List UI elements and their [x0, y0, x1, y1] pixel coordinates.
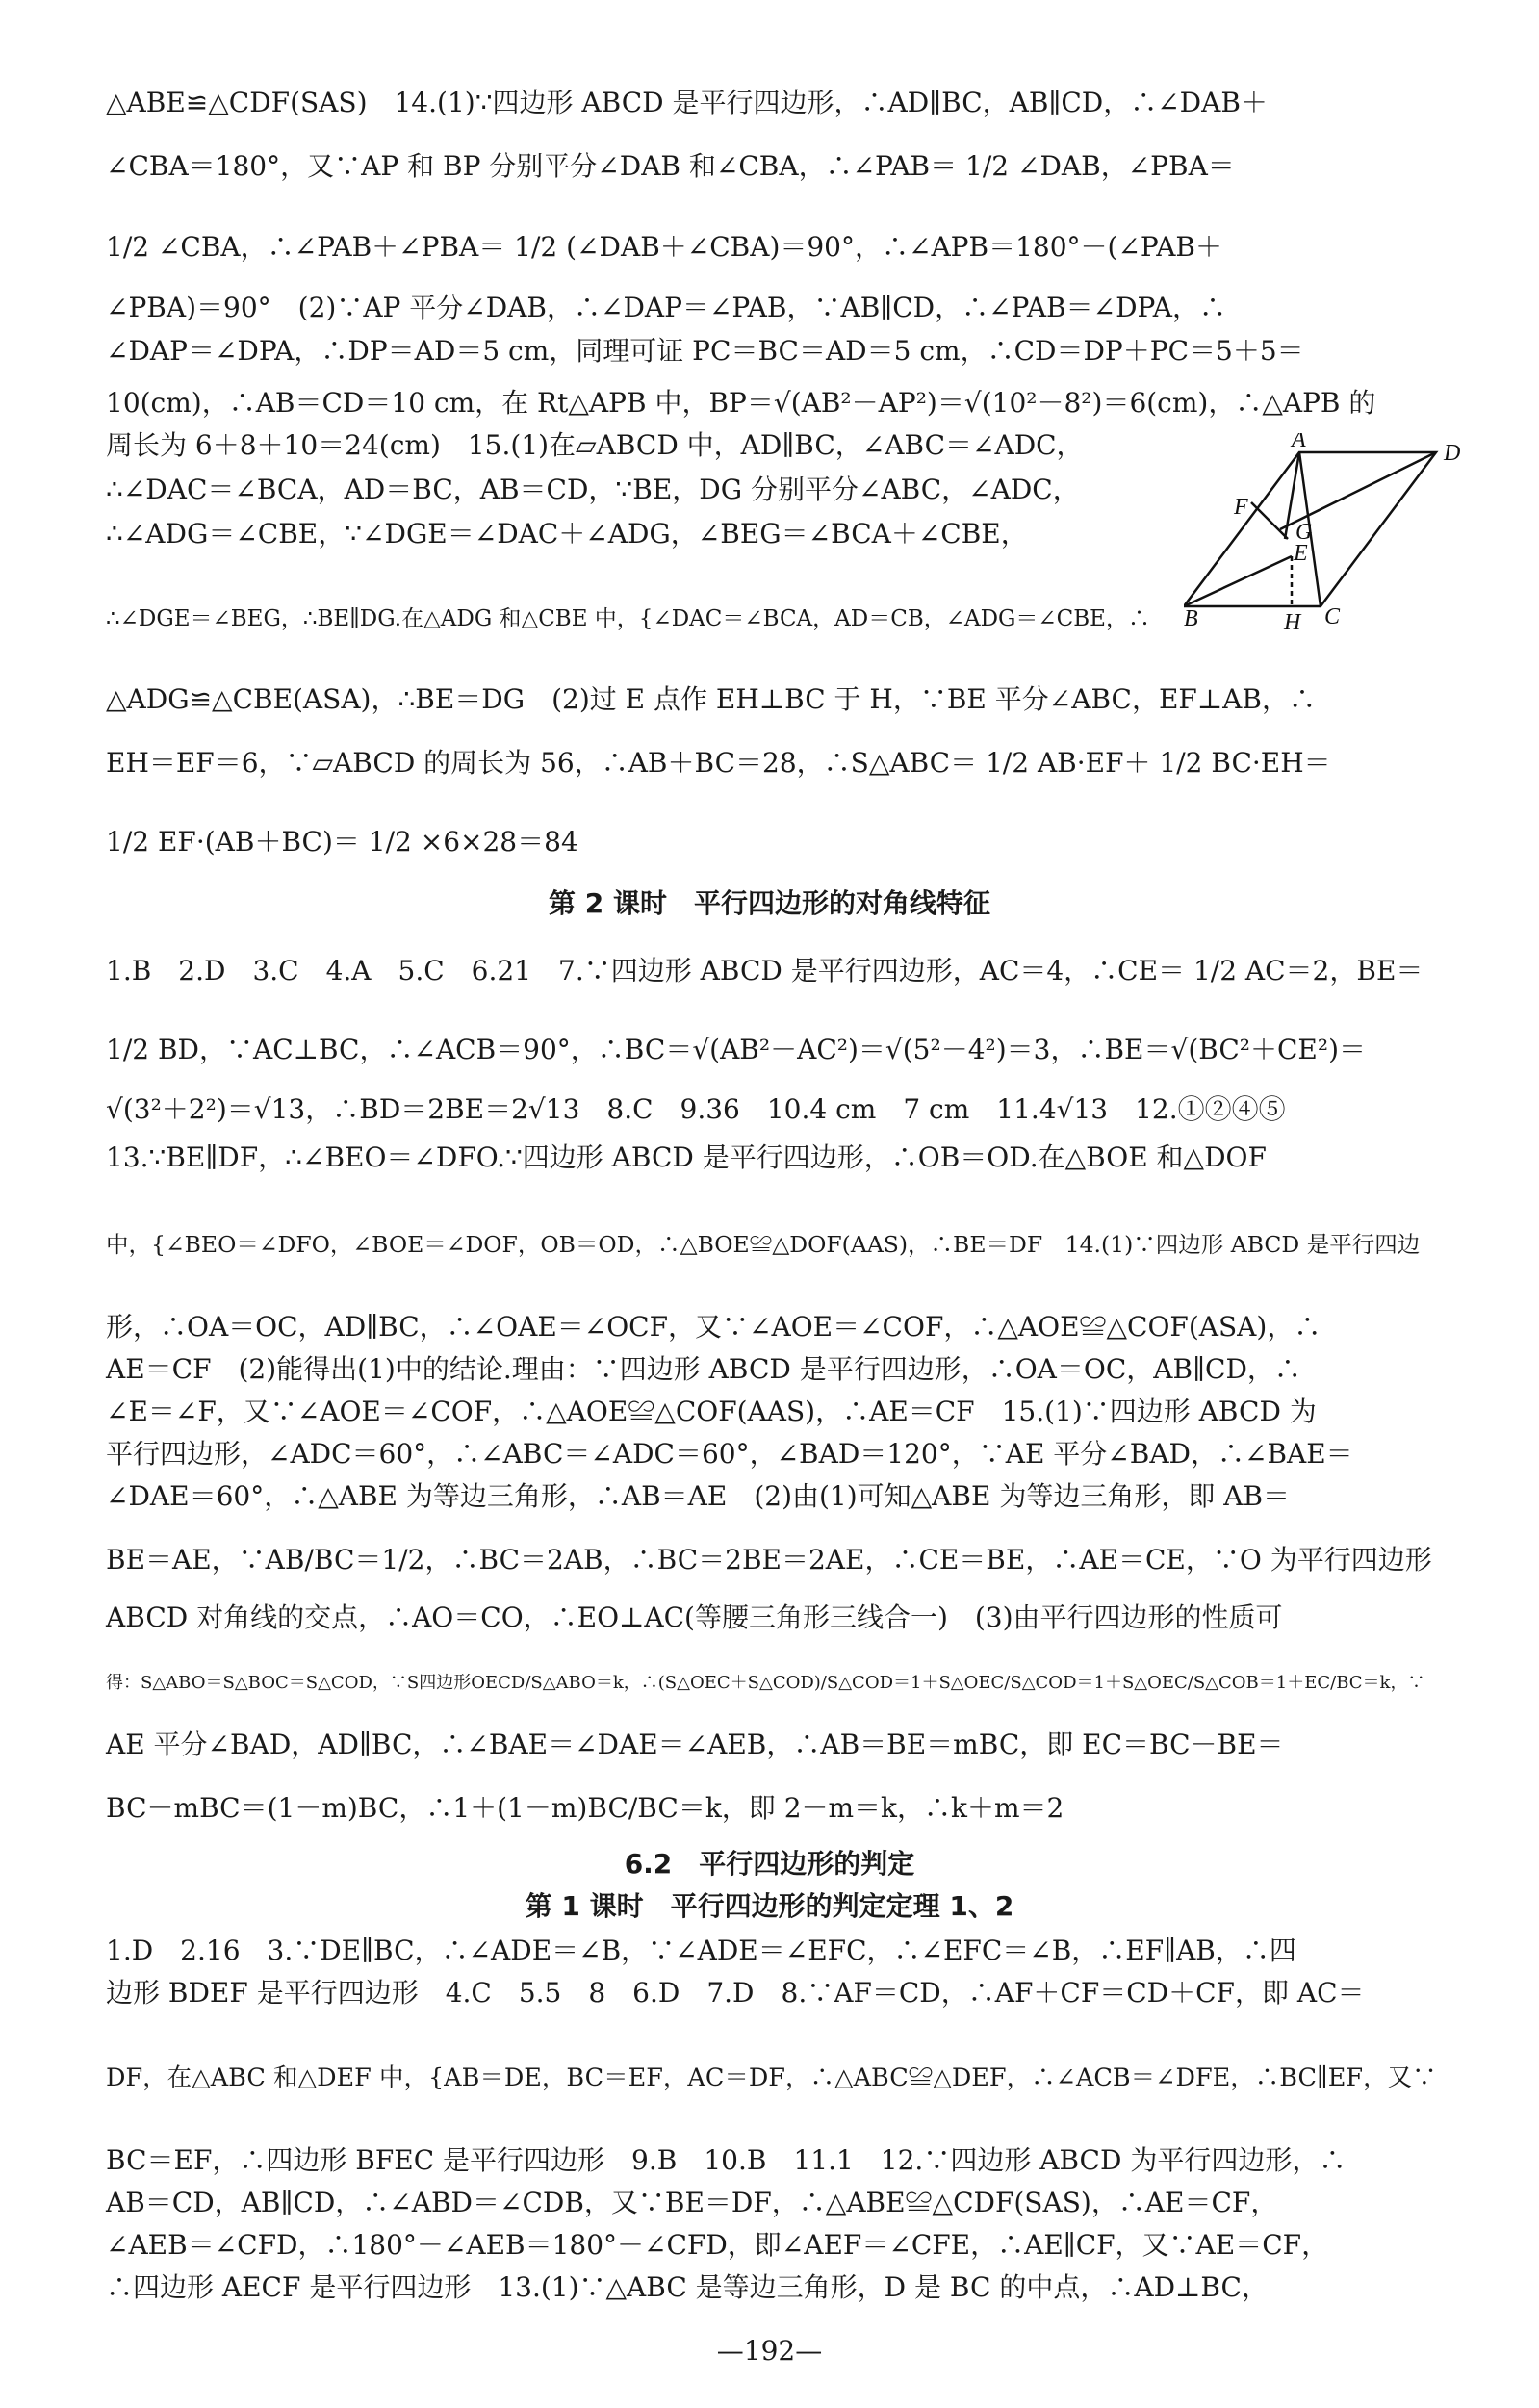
- text-line: ∠AEB＝∠CFD，∴180°－∠AEB＝180°－∠CFD，即∠AEF＝∠CFE，∴AE∥CF，又∵AE＝CF，: [106, 2229, 1329, 2261]
- text-line: EH＝EF＝6，∵▱ABCD 的周长为 56，∴AB＋BC＝28，∴S△ABC＝ 1/2 AB·EF＋ 1/2 BC·EH＝: [106, 747, 1331, 779]
- text-line: ∠CBA＝180°，又∵AP 和 BP 分别平分∠DAB 和∠CBA，∴∠PAB＝ 1/2 ∠DAB，∠PBA＝: [106, 150, 1235, 182]
- parallelogram-figure: [1184, 433, 1463, 635]
- text-line: AE 平分∠BAD，AD∥BC，∴∠BAE＝∠DAE＝∠AEB，∴AB＝BE＝mBC，即 EC＝BC－BE＝: [106, 1729, 1284, 1760]
- text-line: 形，∴OA＝OC，AD∥BC，∴∠OAE＝∠OCF，又∵∠AOE＝∠COF，∴△AOE≌△COF(ASA)，∴: [106, 1311, 1321, 1343]
- figure-label-G: G: [1295, 520, 1313, 545]
- subsection-heading: 第 1 课时 平行四边形的判定定理 1、2: [525, 1890, 1014, 1922]
- text-line: 平行四边形，∠ADC＝60°，∴∠ABC＝∠ADC＝60°，∠BAD＝120°，∵AE 平分∠BAD，∴∠BAE＝: [106, 1438, 1353, 1470]
- text-line: 13.∵BE∥DF，∴∠BEO＝∠DFO.∵四边形 ABCD 是平行四边形，∴OB＝OD.在△BOE 和△DOF: [106, 1141, 1267, 1173]
- text-line: ∠DAP＝∠DPA，∴DP＝AD＝5 cm，同理可证 PC＝BC＝AD＝5 cm，∴CD＝DP＋PC＝5＋5＝: [106, 335, 1304, 367]
- text-line: 1.B 2.D 3.C 4.A 5.C 6.21 7.∵四边形 ABCD 是平行四边形，AC＝4，∴CE＝ 1/2 AC＝2，BE＝: [106, 955, 1424, 986]
- text-line: BC－mBC＝(1－m)BC，∴1＋(1－m)BC/BC＝k，即 2－m＝k，∴k＋m＝2: [106, 1792, 1064, 1824]
- text-line: DF，在△ABC 和△DEF 中，{AB＝DE，BC＝EF，AC＝DF，∴△ABC≌△DEF，∴∠ACB＝∠DFE，∴BC∥EF，又∵: [106, 2063, 1437, 2092]
- text-line: ∠DAE＝60°，∴△ABE 为等边三角形，∴AB＝AE (2)由(1)可知△ABE 为等边三角形，即 AB＝: [106, 1480, 1291, 1512]
- text-line: △ADG≌△CBE(ASA)，∴BE＝DG (2)过 E 点作 EH⊥BC 于 H，∵BE 平分∠ABC，EF⊥AB，∴: [106, 683, 1316, 715]
- page-number: —192—: [716, 2335, 823, 2367]
- text-line: 1/2 BD，∵AC⊥BC，∴∠ACB＝90°，∴BC＝√(AB²－AC²)＝√(5²－4²)＝3，∴BE＝√(BC²＋CE²)＝: [106, 1034, 1367, 1065]
- text-line: 中，{∠BEO＝∠DFO，∠BOE＝∠DOF，OB＝OD，∴△BOE≌△DOF(AAS)，∴BE＝DF 14.(1)∵四边形 ABCD 是平行四边: [106, 1231, 1421, 1258]
- text-line: ∠E＝∠F，又∵∠AOE＝∠COF，∴△AOE≌△COF(AAS)，∴AE＝CF 15.(1)∵四边形 ABCD 为: [106, 1396, 1317, 1427]
- figure-label-E: E: [1294, 541, 1308, 566]
- text-line: BC＝EF，∴四边形 BFEC 是平行四边形 9.B 10.B 11.1 12.∵四边形 ABCD 为平行四边形，∴: [106, 2144, 1347, 2176]
- text-line: 1/2 ∠CBA，∴∠PAB＋∠PBA＝ 1/2 (∠DAB＋∠CBA)＝90°，∴∠APB＝180°－(∠PAB＋: [106, 231, 1222, 263]
- figure-label-C: C: [1324, 604, 1341, 629]
- text-line: ABCD 对角线的交点，∴AO＝CO，∴EO⊥AC(等腰三角形三线合一) (3)由平行四边形的性质可: [106, 1601, 1283, 1633]
- text-line: 得：S△ABO＝S△BOC＝S△COD，∵S四边形OECD/S△ABO＝k，∴(S△OEC＋S△COD)/S△COD＝1＋S△OEC/S△COD＝1＋S△OEC/S△COB＝1＋EC/BC＝k，∵: [106, 1673, 1425, 1693]
- text-line: 周长为 6＋8＋10＝24(cm) 15.(1)在▱ABCD 中，AD∥BC，∠ABC＝∠ADC，: [106, 429, 1084, 461]
- figure-label-D: D: [1444, 441, 1461, 466]
- text-line: ∴∠DGE＝∠BEG，∴BE∥DG.在△ADG 和△CBE 中，{∠DAC＝∠BCA，AD＝CB，∠ADG＝∠CBE，∴: [106, 606, 1150, 631]
- text-line: 10(cm)，∴AB＝CD＝10 cm，在 Rt△APB 中，BP＝√(AB²－AP²)＝√(10²－8²)＝6(cm)，∴△APB 的: [106, 387, 1376, 419]
- text-line: 1/2 EF·(AB＋BC)＝ 1/2 ×6×28＝84: [106, 826, 578, 858]
- text-line: ∴四边形 AECF 是平行四边形 13.(1)∵△ABC 是等边三角形，D 是 BC 的中点，∴AD⊥BC，: [106, 2271, 1269, 2303]
- text-line: ∴∠ADG＝∠CBE，∵∠DGE＝∠DAC＋∠ADG，∠BEG＝∠BCA＋∠CBE，: [106, 518, 1028, 550]
- text-line: 边形 BDEF 是平行四边形 4.C 5.5 8 6.D 7.D 8.∵AF＝CD，∴AF＋CF＝CD＋CF，即 AC＝: [106, 1977, 1365, 2009]
- text-line: △ABE≌△CDF(SAS) 14.(1)∵四边形 ABCD 是平行四边形，∴AD∥BC，AB∥CD，∴∠DAB＋: [106, 87, 1268, 118]
- text-line: √(3²＋2²)＝√13，∴BD＝2BE＝2√13 8.C 9.36 10.4 cm 7 cm 11.4√13 12.①②④⑤: [106, 1093, 1286, 1125]
- text-line: ∠PBA)＝90° (2)∵AP 平分∠DAB，∴∠DAP＝∠PAB，∵AB∥CD，∴∠PAB＝∠DPA，∴: [106, 292, 1227, 323]
- figure-label-F: F: [1234, 495, 1248, 520]
- figure-label-A: A: [1292, 433, 1306, 452]
- figure-label-B: B: [1184, 606, 1198, 631]
- text-line: ∴∠DAC＝∠BCA，AD＝BC，AB＝CD，∵BE，DG 分别平分∠ABC，∠ADC，: [106, 474, 1080, 505]
- text-line: AE＝CF (2)能得出(1)中的结论.理由：∵四边形 ABCD 是平行四边形，∴OA＝OC，AB∥CD，∴: [106, 1353, 1301, 1385]
- section-heading: 6.2 平行四边形的判定: [624, 1848, 915, 1880]
- text-line: AB＝CD，AB∥CD，∴∠ABD＝∠CDB，又∵BE＝DF，∴△ABE≌△CDF(SAS)，∴AE＝CF，: [106, 2187, 1278, 2218]
- text-line: BE＝AE，∵AB/BC＝1/2，∴BC＝2AB，∴BC＝2BE＝2AE，∴CE＝BE，∴AE＝CE，∵O 为平行四边形: [106, 1544, 1432, 1575]
- text-line: 1.D 2.16 3.∵DE∥BC，∴∠ADE＝∠B，∵∠ADE＝∠EFC，∴∠EFC＝∠B，∴EF∥AB，∴四: [106, 1934, 1296, 1966]
- section-heading: 第 2 课时 平行四边形的对角线特征: [549, 887, 990, 919]
- figure-label-H: H: [1284, 610, 1301, 635]
